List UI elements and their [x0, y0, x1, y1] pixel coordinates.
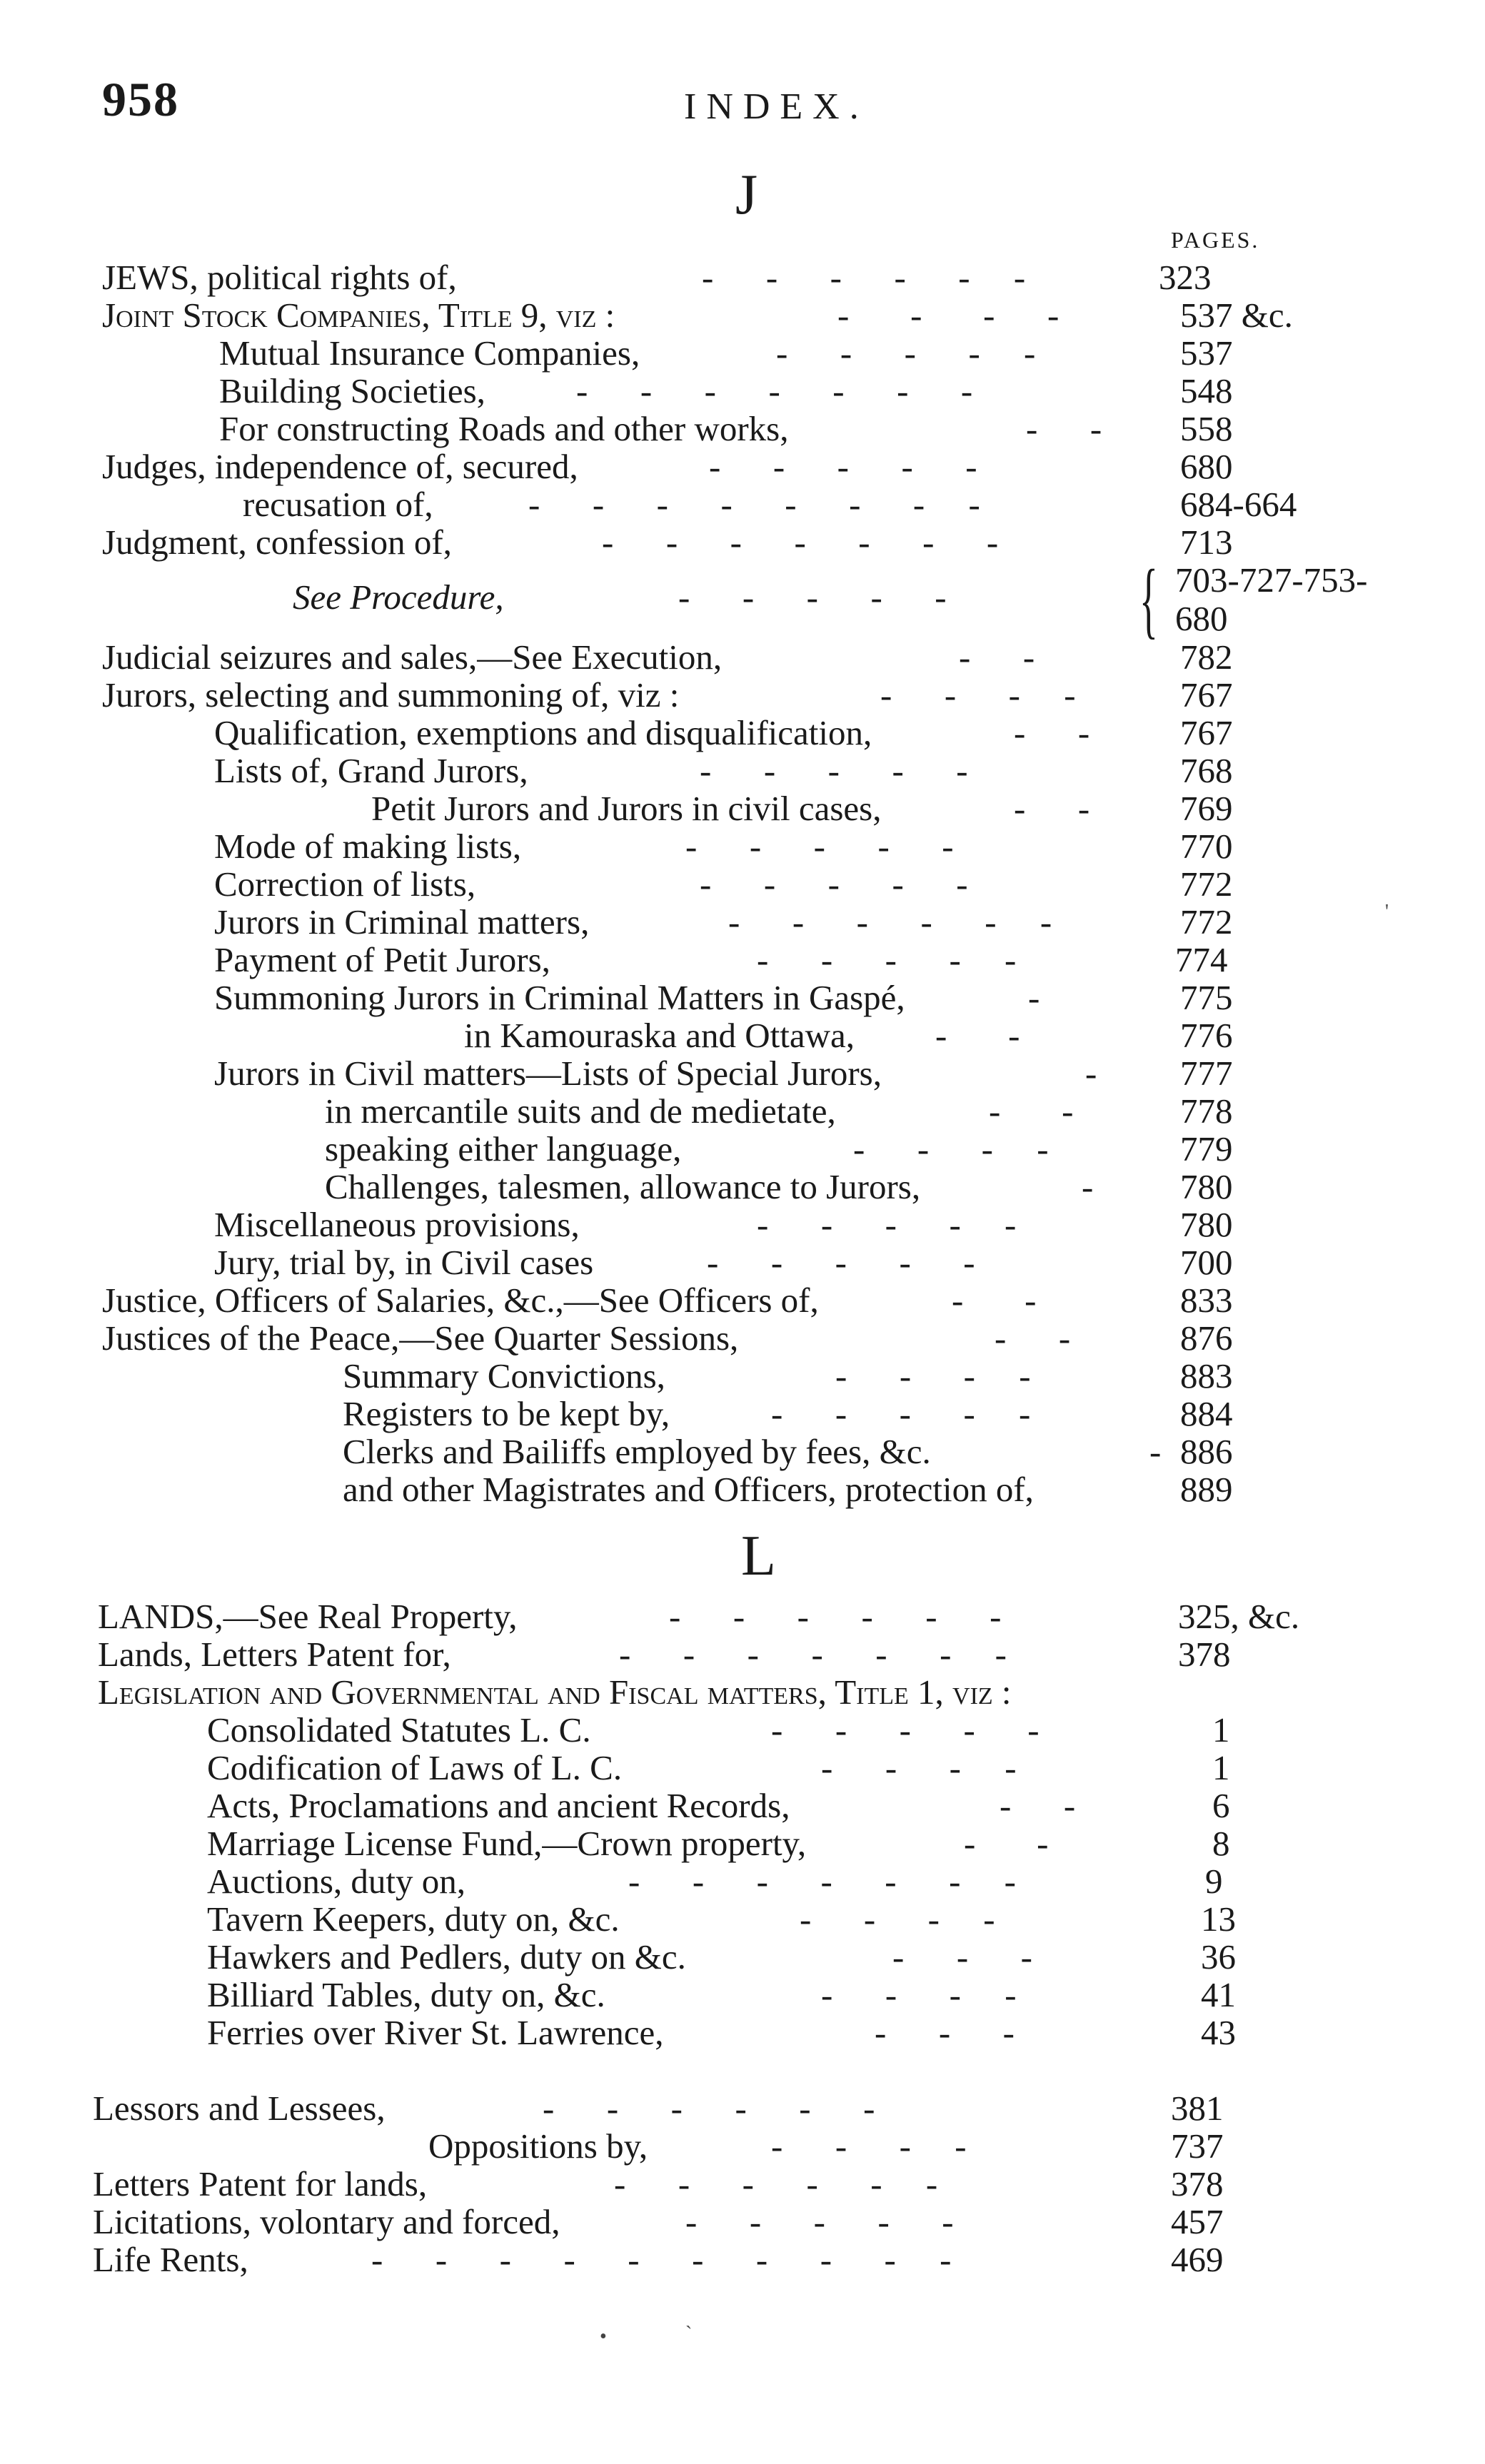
entry-page: 41 — [1201, 1975, 1236, 2014]
dot-leader: - - - - - — [707, 1243, 975, 1282]
dot-leader: - - - - — [853, 1129, 1049, 1168]
entry-page: 9 — [1205, 1862, 1223, 1901]
entry-label: Jurors, selecting and summoning of, viz : — [102, 675, 680, 715]
entry-page: 884 — [1180, 1394, 1233, 1433]
page-number: 958 — [102, 72, 179, 126]
entry-label: recusation of, — [243, 485, 433, 524]
entry-page: 548 — [1180, 371, 1233, 410]
dot-leader: - - - - - — [700, 751, 968, 790]
entry-label: Hawkers and Pedlers, duty on &c. — [207, 1937, 686, 1976]
entry-label: Jury, trial by, in Civil cases — [214, 1243, 594, 1282]
entry-label: Lands, Letters Patent for, — [98, 1635, 451, 1674]
entry-page: 537 — [1180, 333, 1233, 373]
dot-leader: - - — [1014, 789, 1090, 828]
entry-page: 323 — [1159, 258, 1212, 297]
entry-page: 8 — [1212, 1824, 1230, 1863]
entry-label: Joint Stock Companies, Title 9, viz : — [102, 296, 615, 335]
entry-label: Petit Jurors and Jurors in civil cases, — [371, 789, 882, 828]
entry-label: Qualification, exemptions and disqualification, — [214, 713, 872, 752]
entry-label: Summoning Jurors in Criminal Matters in Gaspé, — [214, 978, 905, 1017]
entry-page: 13 — [1201, 1899, 1236, 1939]
entry-page: 713 — [1180, 522, 1233, 562]
entry-label: Judgment, confession of, — [102, 522, 452, 562]
dot-leader: - - - - - — [685, 2202, 954, 2241]
entry-page: 680 — [1180, 447, 1233, 486]
entry-page: 469 — [1171, 2240, 1224, 2279]
entry-label: Oppositions by, — [428, 2126, 648, 2166]
dot-leader: - - - - - — [771, 1710, 1040, 1749]
entry-label: in mercantile suits and de medietate, — [325, 1091, 836, 1131]
entry-label: Mode of making lists, — [214, 827, 522, 866]
dot-leader: - - - — [892, 1937, 1032, 1976]
entry-page: 772 — [1180, 864, 1233, 904]
entry-page: 774 — [1175, 940, 1228, 979]
entry-page: 780 — [1180, 1205, 1233, 1244]
dot-leader: - — [1028, 978, 1040, 1017]
dot-leader: - - - - - - - — [628, 1862, 1016, 1901]
entry-page: 779 — [1180, 1129, 1233, 1168]
entry-page: 833 — [1180, 1281, 1233, 1320]
entry-page: 772 — [1180, 902, 1233, 941]
entry-label: Tavern Keepers, duty on, &c. — [207, 1899, 620, 1939]
entry-label: JEWS, political rights of, — [102, 258, 457, 297]
entry-page: 876 — [1180, 1318, 1233, 1358]
entry-page: 782 — [1180, 637, 1233, 677]
dot-leader: - - — [1000, 1786, 1076, 1825]
dot-leader: - - - - - - — [702, 258, 1026, 297]
dot-leader: - — [1082, 1167, 1094, 1206]
entry-label: Acts, Proclamations and ancient Records, — [207, 1786, 790, 1825]
dot-leader: - - - - - — [700, 864, 968, 904]
entry-label: Challenges, talesmen, allowance to Jurors, — [325, 1167, 921, 1206]
dot-leader: - - — [1014, 713, 1090, 752]
dot-leader: - - - - - - - — [576, 371, 973, 410]
entry-label: Ferries over River St. Lawrence, — [207, 2013, 664, 2052]
dot-leader: - - - — [875, 2013, 1015, 2052]
entry-page: 767 — [1180, 713, 1233, 752]
entry-page: 768 — [1180, 751, 1233, 790]
entry-label: Marriage License Fund,—Crown property, — [207, 1824, 807, 1863]
dot-leader: - - - - - — [685, 827, 954, 866]
entry-label: Life Rents, — [93, 2240, 248, 2279]
dot-leader: - - — [989, 1091, 1074, 1131]
entry-page: 775 — [1180, 978, 1233, 1017]
entry-page: 767 — [1180, 675, 1233, 715]
section-letter-j: J — [735, 163, 758, 226]
entry-label: Clerks and Bailiffs employed by fees, &c. — [343, 1432, 931, 1471]
entry-label: in Kamouraska and Ottawa, — [464, 1016, 855, 1055]
entry-page: 378 — [1171, 2164, 1224, 2203]
entry-page: 778 — [1180, 1091, 1233, 1131]
dot-leader: - - - - - — [776, 333, 1036, 373]
entry-page: 381 — [1171, 2089, 1224, 2128]
entry-page: 537 &c. — [1180, 296, 1293, 335]
running-head: INDEX. — [684, 86, 869, 127]
entry-label: and other Magistrates and Officers, protection of, — [343, 1470, 1034, 1509]
entry-label: Judicial seizures and sales,—See Execution, — [102, 637, 723, 677]
entry-label: Auctions, duty on, — [207, 1862, 466, 1901]
dot-leader: - — [1149, 1432, 1162, 1471]
dot-leader: - - - - - - - — [619, 1635, 1007, 1674]
entry-page: 769 — [1180, 789, 1233, 828]
dot-leader: - - - - — [835, 1356, 1031, 1395]
entry-label: Codification of Laws of L. C. — [207, 1748, 623, 1787]
section-letter-l: L — [741, 1525, 776, 1587]
dot-leader: - - - - - - — [543, 2089, 875, 2128]
entry-label: LANDS,—See Real Property, — [98, 1597, 518, 1636]
entry-page: 883 — [1180, 1356, 1233, 1395]
entry-page: 889 — [1180, 1470, 1233, 1509]
entry-label: See Procedure, — [293, 577, 504, 617]
print-speck: ` — [685, 2323, 693, 2345]
entry-page: 457 — [1171, 2202, 1224, 2241]
dot-leader: - - - - - - — [669, 1597, 1002, 1636]
entry-page: 776 — [1180, 1016, 1233, 1055]
entry-page: 378 — [1178, 1635, 1231, 1674]
brace-icon: { — [1139, 552, 1158, 647]
dot-leader: - - — [952, 1281, 1037, 1320]
dot-leader: - - - - — [821, 1748, 1017, 1787]
entry-label: Summary Convictions, — [343, 1356, 665, 1395]
entry-label: Justice, Officers of Salaries, &c.,—See Officers of, — [102, 1281, 819, 1320]
dot-leader: - - - - - — [757, 940, 1017, 979]
dot-leader: - - — [995, 1318, 1071, 1358]
dot-leader: - - - - — [880, 675, 1076, 715]
entry-label: Legislation and Governmental and Fiscal matters, Title 1, viz : — [98, 1672, 1012, 1712]
dot-leader: - - - - - — [709, 447, 977, 486]
dot-leader: - - — [935, 1016, 1020, 1055]
entry-label: Mutual Insurance Companies, — [219, 333, 640, 373]
pages-column-label: PAGES. — [1171, 227, 1260, 253]
dot-leader: - - - - - - — [614, 2164, 938, 2203]
entry-label: Letters Patent for lands, — [93, 2164, 428, 2203]
entry-page: 684-664 — [1180, 485, 1297, 524]
dot-leader: - - - - - — [771, 1394, 1031, 1433]
dot-leader: - - - - — [821, 1975, 1017, 2014]
entry-page: 780 — [1180, 1167, 1233, 1206]
entry-page: 43 — [1201, 2013, 1236, 2052]
entry-label: Correction of lists, — [214, 864, 476, 904]
entry-label: Payment of Petit Jurors, — [214, 940, 550, 979]
entry-label: speaking either language, — [325, 1129, 682, 1168]
dot-leader: - - - - - - - — [602, 522, 999, 562]
dot-leader: - - - - - - - - — [528, 485, 980, 524]
print-speck: ' — [1385, 901, 1389, 923]
dot-leader: - - - - - - — [728, 902, 1052, 941]
entry-page: 1 — [1212, 1710, 1230, 1749]
dot-leader: - - — [964, 1824, 1049, 1863]
entry-page: 6 — [1212, 1786, 1230, 1825]
entry-label: Justices of the Peace,—See Quarter Sessions, — [102, 1318, 739, 1358]
entry-page: 700 — [1180, 1243, 1233, 1282]
dot-leader: - - - - - — [678, 577, 947, 617]
entry-label: Licitations, volontary and forced, — [93, 2202, 560, 2241]
entry-label: Jurors in Civil matters—Lists of Special Jurors, — [214, 1054, 882, 1093]
entry-page: 36 — [1201, 1937, 1236, 1976]
dot-leader: - - — [1026, 409, 1102, 448]
entry-page: 1 — [1212, 1748, 1230, 1787]
entry-label: Lessors and Lessees, — [93, 2089, 386, 2128]
entry-label: Billiard Tables, duty on, &c. — [207, 1975, 605, 2014]
entry-label: Registers to be kept by, — [343, 1394, 670, 1433]
entry-page: 737 — [1171, 2126, 1224, 2166]
entry-label: Consolidated Statutes L. C. — [207, 1710, 591, 1749]
entry-label: Jurors in Criminal matters, — [214, 902, 590, 941]
dot-leader: - - - - — [800, 1899, 995, 1939]
dot-leader: - - - - - — [757, 1205, 1017, 1244]
dot-leader: - — [1085, 1054, 1097, 1093]
entry-label: Building Societies, — [219, 371, 485, 410]
entry-label: Lists of, Grand Jurors, — [214, 751, 528, 790]
entry-page: 770 — [1180, 827, 1233, 866]
entry-page: 777 — [1180, 1054, 1233, 1093]
dot-leader: - - - - — [771, 2126, 967, 2166]
entry-label: Miscellaneous provisions, — [214, 1205, 580, 1244]
entry-page: 325, &c. — [1178, 1597, 1300, 1636]
entry-label: For constructing Roads and other works, — [219, 409, 789, 448]
entry-page: 558 — [1180, 409, 1233, 448]
print-speck: • — [600, 2326, 607, 2348]
dot-leader: - - - - - - - - - - — [371, 2240, 952, 2279]
entry-label: Judges, independence of, secured, — [102, 447, 578, 486]
entry-page: 703-727-753- — [1175, 560, 1368, 600]
entry-page: 886 — [1180, 1432, 1233, 1471]
dot-leader: - - - - — [837, 296, 1059, 335]
entry-page: 680 — [1175, 599, 1228, 638]
dot-leader: - - — [959, 637, 1035, 677]
